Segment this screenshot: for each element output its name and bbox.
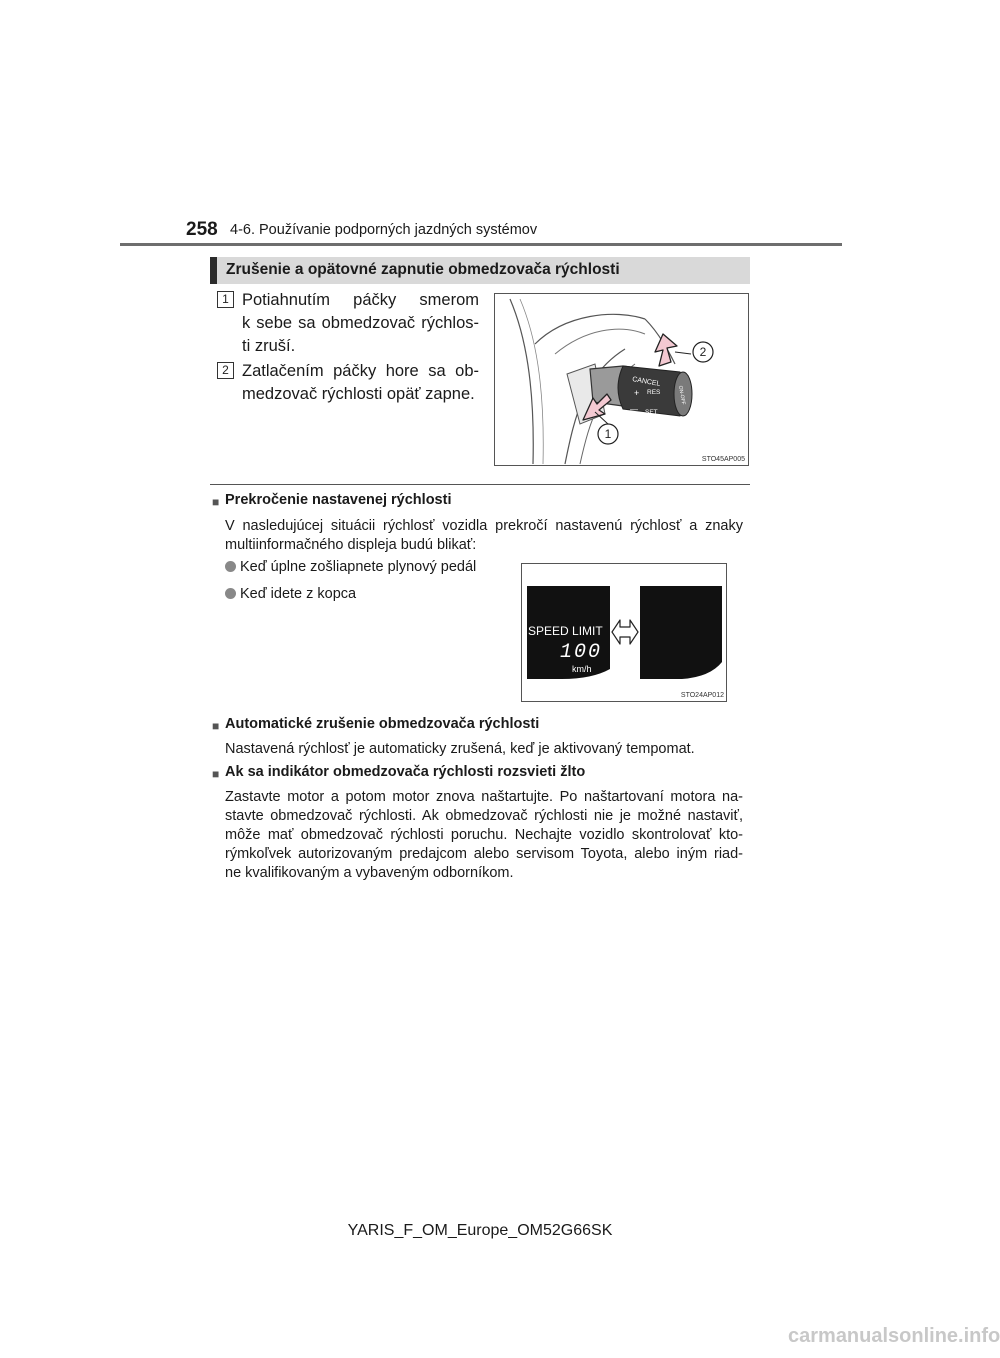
subheading-overspeed: Prekročenie nastavenej rýchlosti (225, 492, 452, 508)
lever-label-plus: + (634, 388, 640, 398)
lever-drawing (495, 294, 750, 467)
body-text-line: stavte obmedzovač rýchlosti. Ak obmedzovač rýchlosti nie je možné nastaviť, (225, 808, 743, 824)
callout-2: 2 (699, 345, 707, 359)
lever-label-minus: — (630, 405, 638, 414)
bullet-item (225, 559, 476, 575)
speed-limit-display-illustration (521, 563, 727, 702)
body-text-line: Nastavená rýchlosť je automaticky zrušená, keď je aktivovaný tempomat. (225, 741, 695, 757)
square-bullet-icon: ■ (212, 767, 220, 781)
body-text-line: multiinformačného displeja budú blikať: (225, 537, 477, 553)
lever-label-res: RES (647, 389, 661, 396)
body-text-line: Zastavte motor a potom motor znova naštartujte. Po naštartovaní motora na- (225, 789, 743, 805)
display-panel-off (640, 586, 722, 679)
square-bullet-icon: ■ (212, 719, 220, 733)
section-heading: Zrušenie a opätovné zapnutie obmedzovača rýchlosti (226, 261, 620, 278)
figure-code: STO24AP012 (680, 692, 724, 699)
step-1-text-line: Potiahnutím páčky smerom (242, 291, 479, 309)
heading-accent (210, 257, 217, 284)
body-text-line: ne kvalifikovaným a vybaveným odborníkom. (225, 865, 514, 881)
bullet-item (225, 586, 356, 602)
body-text-line: rýmkoľvek autorizovaným predajcom alebo servisom Toyota, alebo iným riad- (225, 846, 743, 862)
bullet-dot-icon (225, 588, 236, 599)
step-2-text-line: Zatlačením páčky hore sa ob- (242, 362, 479, 380)
step-2-badge: 2 (217, 362, 234, 379)
figure-code: STO45AP005 (701, 456, 745, 463)
lever-label-onoff: ON-OFF (677, 385, 687, 406)
body-text-line: môže mať obmedzovač rýchlosti poruchu. Nechajte vozidlo skontrolovať kto- (225, 827, 743, 843)
callout-1: 1 (604, 427, 612, 441)
bullet-dot-icon (225, 561, 236, 572)
subheading-auto-cancel: Automatické zrušenie obmedzovača rýchlosti (225, 716, 540, 732)
section-heading-bar (210, 257, 750, 284)
section-divider (210, 484, 750, 485)
document-id: YARIS_F_OM_Europe_OM52G66SK (347, 1222, 613, 1239)
step-1-text-line: ti zruší. (242, 337, 296, 355)
bullet-text: Keď idete z kopca (240, 586, 357, 602)
header-divider (120, 243, 842, 246)
body-text-line: V nasledujúcej situácii rýchlosť vozidla prekročí nastavenú rýchlosť a znaky (225, 518, 743, 534)
subheading-indicator: Ak sa indikátor obmedzovača rýchlosti rozsvieti žlto (225, 764, 586, 780)
square-bullet-icon: ■ (212, 495, 220, 509)
page-number: 258 (186, 219, 218, 240)
chapter-title: 4-6. Používanie podporných jazdných systémov (230, 222, 538, 238)
bullet-text: Keď úplne zošliapnete plynový pedál (240, 559, 477, 575)
double-arrow-icon (612, 620, 638, 644)
watermark-logo: carmanualsonline.info (788, 1325, 1000, 1347)
step-1-badge: 1 (217, 291, 234, 308)
lever-label-set: SET (645, 409, 658, 416)
speed-limit-label: SPEED LIMIT (528, 624, 603, 638)
step-1-text-line: k sebe sa obmedzovač rýchlos- (242, 314, 479, 332)
cruise-lever-illustration (494, 293, 749, 466)
lever-label-cancel: CANCEL (631, 376, 661, 388)
display-drawing (522, 564, 728, 703)
speed-limit-value: 100 (560, 641, 603, 664)
step-2-text-line: medzovač rýchlosti opäť zapne. (242, 385, 475, 403)
speed-limit-unit: km/h (572, 664, 592, 674)
